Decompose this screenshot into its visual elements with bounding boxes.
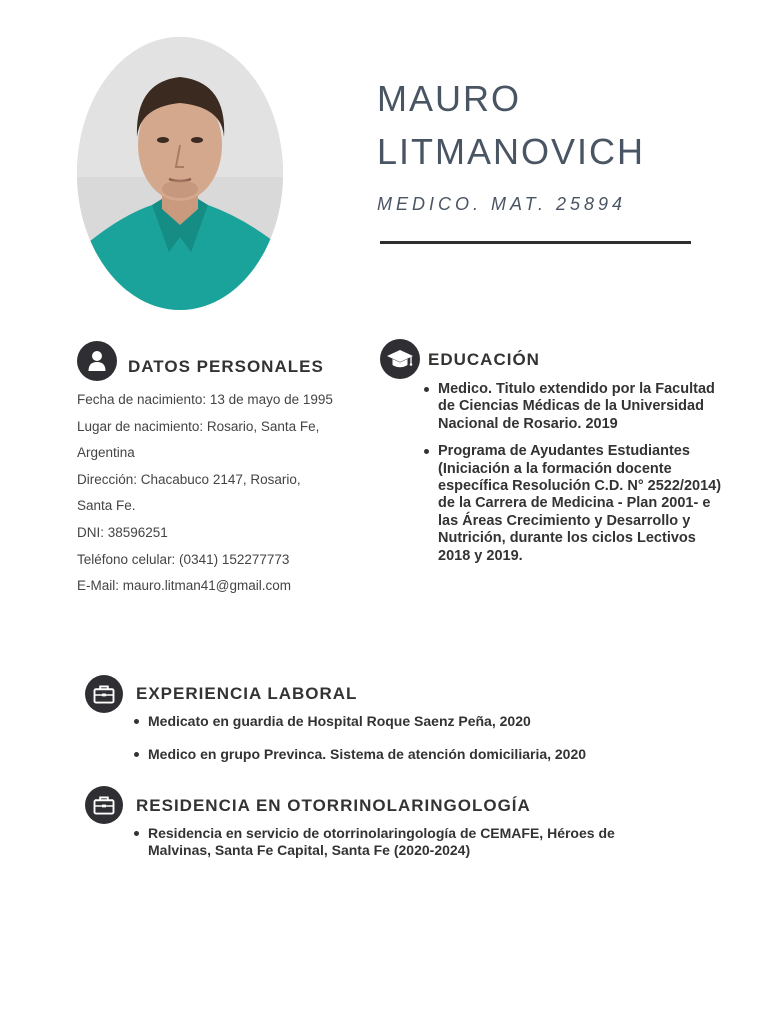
- personal-data-line: DNI: 38596251: [77, 524, 168, 540]
- section-title-experiencia: EXPERIENCIA LABORAL: [136, 684, 358, 703]
- personal-data-line: Lugar de nacimiento: Rosario, Santa Fe, Argentina: [77, 418, 320, 461]
- personal-data-line: Teléfono celular: (0341) 152277773: [77, 551, 290, 567]
- list-item: Medicato en guardia de Hospital Roque Saenz Peña, 2020: [132, 713, 632, 730]
- last-name: LITMANOVICH: [377, 131, 646, 172]
- personal-data-line: Dirección: Chacabuco 2147, Rosario, Santa Fe.: [77, 471, 301, 514]
- list-item: Residencia en servicio de otorrinolaringología de CEMAFE, Héroes de Malvinas, Santa Fe Capital, Santa Fe (2020-2024): [132, 825, 632, 858]
- list-item: Programa de Ayudantes Estudiantes (Iniciación a la formación docente específica Resolución C.D. N° 2522/2014) de la Carrera de Medicina - Plan 2001- e las Áreas Crecimiento y Desarrollo y Nutrición, durante los ciclos Lectivos 2018 y 2019.: [422, 443, 722, 565]
- education-list: [422, 381, 722, 575]
- list-item: Medico. Titulo extendido por la Facultad de Ciencias Médicas de la Universidad Nacional de Rosario. 2019: [422, 381, 722, 433]
- personal-data-list: [77, 387, 339, 600]
- briefcase-icon: [85, 675, 123, 713]
- residency-list: [132, 825, 632, 858]
- list-item: Medico en grupo Previnca. Sistema de atención domiciliaria, 2020: [132, 746, 632, 763]
- briefcase-icon: [85, 786, 123, 824]
- personal-data-line: E-Mail: mauro.litman41@gmail.com: [77, 578, 292, 594]
- person-icon: [77, 341, 117, 381]
- header-divider: [380, 241, 691, 244]
- profile-photo: [77, 37, 283, 310]
- section-title-datos: DATOS PERSONALES: [128, 357, 324, 376]
- section-title-residencia: RESIDENCIA EN OTORRINOLARINGOLOGÍA: [136, 796, 531, 815]
- section-title-educacion: EDUCACIÓN: [428, 350, 540, 369]
- personal-data-line: Fecha de nacimiento: 13 de mayo de 1995: [77, 392, 333, 407]
- experience-list: [132, 713, 632, 778]
- portrait-illustration: [77, 37, 283, 310]
- job-title: MEDICO. MAT. 25894: [377, 194, 627, 214]
- graduation-cap-icon: [380, 339, 420, 379]
- first-name: MAURO: [377, 78, 521, 119]
